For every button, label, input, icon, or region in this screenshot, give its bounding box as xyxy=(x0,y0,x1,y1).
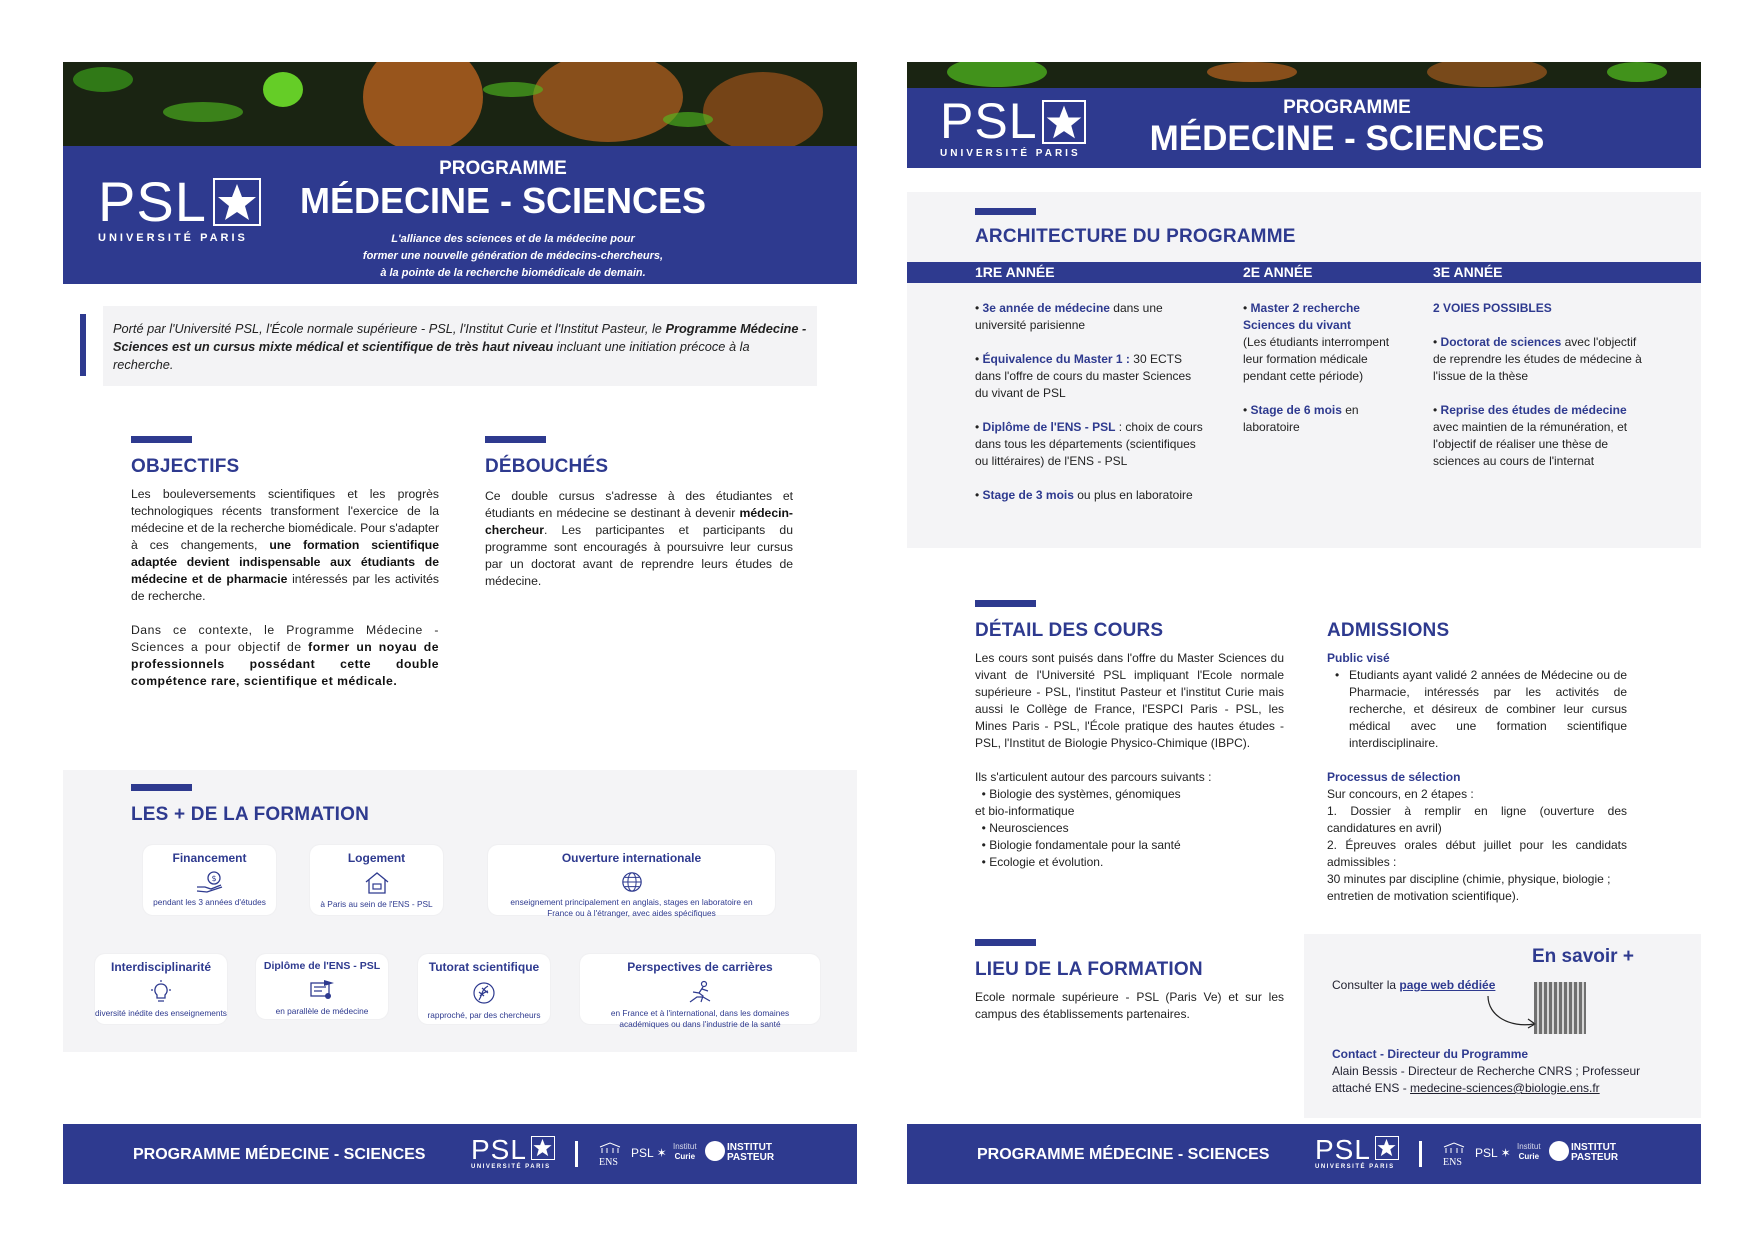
microscopy-banner-image xyxy=(63,62,857,146)
house-icon xyxy=(363,871,391,895)
footer-page-1 xyxy=(63,1124,857,1184)
hand-money-icon xyxy=(195,871,225,893)
intro-box: Porté par l'Université PSL, l'École normale supérieure - PSL, l'Institut Curie et l'Institut Pasteur, le Programme Médecine - Sciences est un cursus mixte médical et scientifique de très haut niveau incluant une initiation précoce à la recherche. xyxy=(103,306,817,386)
objectifs-title: OBJECTIFS xyxy=(131,456,240,477)
card-ouverture: Ouverture internationale enseignement principalement en anglais, stages en laboratoire en France ou à l'étranger, avec aides spécifiques xyxy=(488,845,775,915)
year2-column: • Master 2 recherche Sciences du vivant (Les étudiants interrompent leur formation médicale pendant cette période) • Stage de 6 mois en laboratoire xyxy=(1243,301,1390,434)
footer-divider xyxy=(1419,1141,1422,1167)
microscopy-banner-strip xyxy=(907,62,1701,88)
header2-title: MÉDECINE - SCIENCES xyxy=(1149,119,1545,158)
card-diplome: Diplôme de l'ENS - PSL en parallèle de médecine xyxy=(256,954,388,1019)
savoir-panel xyxy=(1304,934,1701,1118)
header-band-2 xyxy=(907,88,1701,168)
pasteur-logo: INSTITUT PASTEUR xyxy=(1571,1142,1619,1163)
debouches-bar xyxy=(485,436,546,443)
psl-small-logo: PSL ✶ xyxy=(631,1146,667,1160)
lieu-text: Ecole normale supérieure - PSL (Paris Ve) et sur les campus des établissements partenaires. xyxy=(975,990,1284,1021)
svg-text:$: $ xyxy=(211,874,217,883)
year-header-row: 1RE ANNÉE 2E ANNÉE 3E ANNÉE xyxy=(907,262,1701,283)
curie-logo: Institut Curie xyxy=(673,1142,697,1161)
intro-accent-bar xyxy=(80,314,86,376)
formation-plus-panel xyxy=(63,770,857,1052)
footer-page-2 xyxy=(907,1124,1701,1184)
plus-title: LES + DE LA FORMATION xyxy=(131,804,370,825)
year3-column: 2 VOIES POSSIBLES • Doctorat de sciences avec l'objectif de reprendre les études de médecine à l'issue de la thèse • Reprise des études de médecine avec maintien de la rémunération, et l'objectif de réaliser une thèse de sciences au cours de l'internat xyxy=(1433,301,1642,468)
footer-psl-logo: PSL UNIVERSITÉ PARIS xyxy=(471,1136,555,1170)
card-tutorat: Tutorat scientifique rapproché, par des chercheurs xyxy=(418,954,550,1024)
architecture-panel xyxy=(907,192,1701,548)
architecture-bar xyxy=(975,208,1036,215)
ens-building-icon xyxy=(599,1142,621,1154)
star-icon xyxy=(213,178,261,226)
cours-title: DÉTAIL DES COURS xyxy=(975,620,1164,641)
year1-column: • 3e année de médecine dans une université parisienne • Équivalence du Master 1 : 30 ECTS dans l'offre de cours du master Sciences du vivant de PSL • Diplôme de l'ENS - PSL : choix de cours dans tous les départements (scientifiques ou littéraires) de l'ENS - PSL • Stage de 3 mois ou plus en laboratoire xyxy=(975,301,1203,502)
lieu-bar xyxy=(975,939,1036,946)
admissions-title: ADMISSIONS xyxy=(1327,620,1450,641)
header-programme-label: PROGRAMME xyxy=(439,158,567,179)
climber-icon xyxy=(687,980,713,1004)
page-1 xyxy=(63,62,857,1184)
globe-icon xyxy=(620,871,644,893)
card-financement: Financement $ pendant les 3 années d'études xyxy=(143,845,276,915)
card-logement: Logement à Paris au sein de l'ENS - PSL xyxy=(310,845,443,915)
star-icon xyxy=(1375,1136,1399,1160)
plus-bar xyxy=(131,784,192,791)
debouches-text: Ce double cursus s'adresse à des étudiantes et étudiants en médecine se destinant à devenir médecin-chercheur. Les participantes et participants du programme sont encouragés à poursuivre leur cursus par un doctorat avant de reprendre leurs études de médecine. xyxy=(485,489,793,588)
pasteur-emblem-icon xyxy=(705,1141,725,1161)
pasteur-logo: INSTITUT PASTEUR xyxy=(727,1142,775,1163)
psl-logo-2: PSL UNIVERSITÉ PARIS xyxy=(940,96,1086,159)
card-interdisciplinarite: Interdisciplinarité diversité inédite des enseignements xyxy=(95,954,227,1024)
curie-logo: Institut Curie xyxy=(1517,1142,1541,1161)
objectifs-text: Les bouleversements scientifiques et les progrès technologiques récents transforment l'exercice de la médecine et de la recherche biomédicale. Pour s'adapter à ces changements, une formation scientifique adaptée devient indispensable aux étudiants de médecine et de pharmacie intéressés par les activités de recherche. Dans ce contexte, le Programme Médecine - Sciences a pour objectif de former un noyau de professionnels possédant cette double compétence rare, scientifique et médicale. xyxy=(131,487,439,688)
diploma-icon xyxy=(308,978,336,1002)
dna-icon xyxy=(471,980,497,1006)
contact-block: Contact - Directeur du Programme Alain Bessis - Directeur de Recherche CNRS ; Professeur attaché ENS - medecine-sciences@biologie.ens.fr xyxy=(1332,1047,1641,1095)
page-2 xyxy=(907,62,1701,1184)
contact-email-link[interactable]: medecine-sciences@biologie.ens.fr xyxy=(1410,1081,1600,1095)
architecture-title: ARCHITECTURE DU PROGRAMME xyxy=(975,226,1296,247)
footer-psl-logo: PSL UNIVERSITÉ PARIS xyxy=(1315,1136,1399,1170)
footer-divider xyxy=(575,1141,578,1167)
footer-title: PROGRAMME MÉDECINE - SCIENCES xyxy=(133,1146,426,1163)
card-perspectives: Perspectives de carrières en France et à l'international, dans les domaines académiques ou dans l'industrie de la santé xyxy=(580,954,820,1024)
header-title: MÉDECINE - SCIENCES xyxy=(299,180,707,221)
savoir-consult: Consulter la page web dédiée xyxy=(1332,978,1496,992)
header-tagline: L'alliance des sciences et de la médecine pour former une nouvelle génération de médecins-chercheurs, à la pointe de la recherche biomédicale de demain. xyxy=(362,233,664,279)
page-web-link[interactable]: page web dédiée xyxy=(1399,978,1496,992)
header-band xyxy=(63,146,857,284)
ens-logo: ENS xyxy=(599,1142,621,1168)
ens-building-icon xyxy=(1443,1142,1465,1154)
lightbulb-icon xyxy=(149,980,173,1004)
savoir-title: En savoir + xyxy=(1532,946,1634,967)
cours-bar xyxy=(975,600,1036,607)
footer-title: PROGRAMME MÉDECINE - SCIENCES xyxy=(977,1146,1270,1163)
header2-programme-label: PROGRAMME xyxy=(1283,97,1411,118)
psl-small-logo: PSL ✶ xyxy=(1475,1146,1511,1160)
psl-logo: PSL UNIVERSITÉ PARIS xyxy=(98,174,261,244)
ens-logo: ENS xyxy=(1443,1142,1465,1168)
star-icon xyxy=(1042,100,1086,144)
cours-text: Les cours sont puisés dans l'offre du Master Sciences du vivant de l'Université PSL impliquant l'Ecole normale supérieure - PSL, l'institut Pasteur et l'institut Curie mais aussi le Collège de France, l'ESPCI Paris - PSL, les Mines Paris - PSL, l'École pratique des hautes études - PSL, l'Institut de Biologie Physico-Chimique (IBPC). Ils s'articulent autour des parcours suivants : • Biologie des systèmes, génomiques et bio-informatique • Neurosciences • Biologie fondamentale pour la santé • Ecologie et évolution. xyxy=(975,651,1284,869)
admissions-text: Public visé • Etudiants ayant validé 2 années de Médecine ou de Pharmacie, intéressés par les activités de recherche, et désireux de combiner leur cursus médical avec une formation scientifique interdisciplinaire. Processus de sélection Sur concours, en 2 étapes : 1. Dossier à remplir en ligne (ouverture des candidatures en avril) 2. Épreuves orales début juillet pour les candidats admissibles : 30 minutes par discipline (chimie, physique, biologie ; entretien de motivation scientifique). xyxy=(1327,651,1627,903)
pasteur-emblem-icon xyxy=(1549,1141,1569,1161)
lieu-title: LIEU DE LA FORMATION xyxy=(975,959,1203,980)
debouches-title: DÉBOUCHÉS xyxy=(485,456,609,477)
objectifs-bar xyxy=(131,436,192,443)
star-icon xyxy=(531,1136,555,1160)
qr-code[interactable] xyxy=(1534,982,1586,1034)
